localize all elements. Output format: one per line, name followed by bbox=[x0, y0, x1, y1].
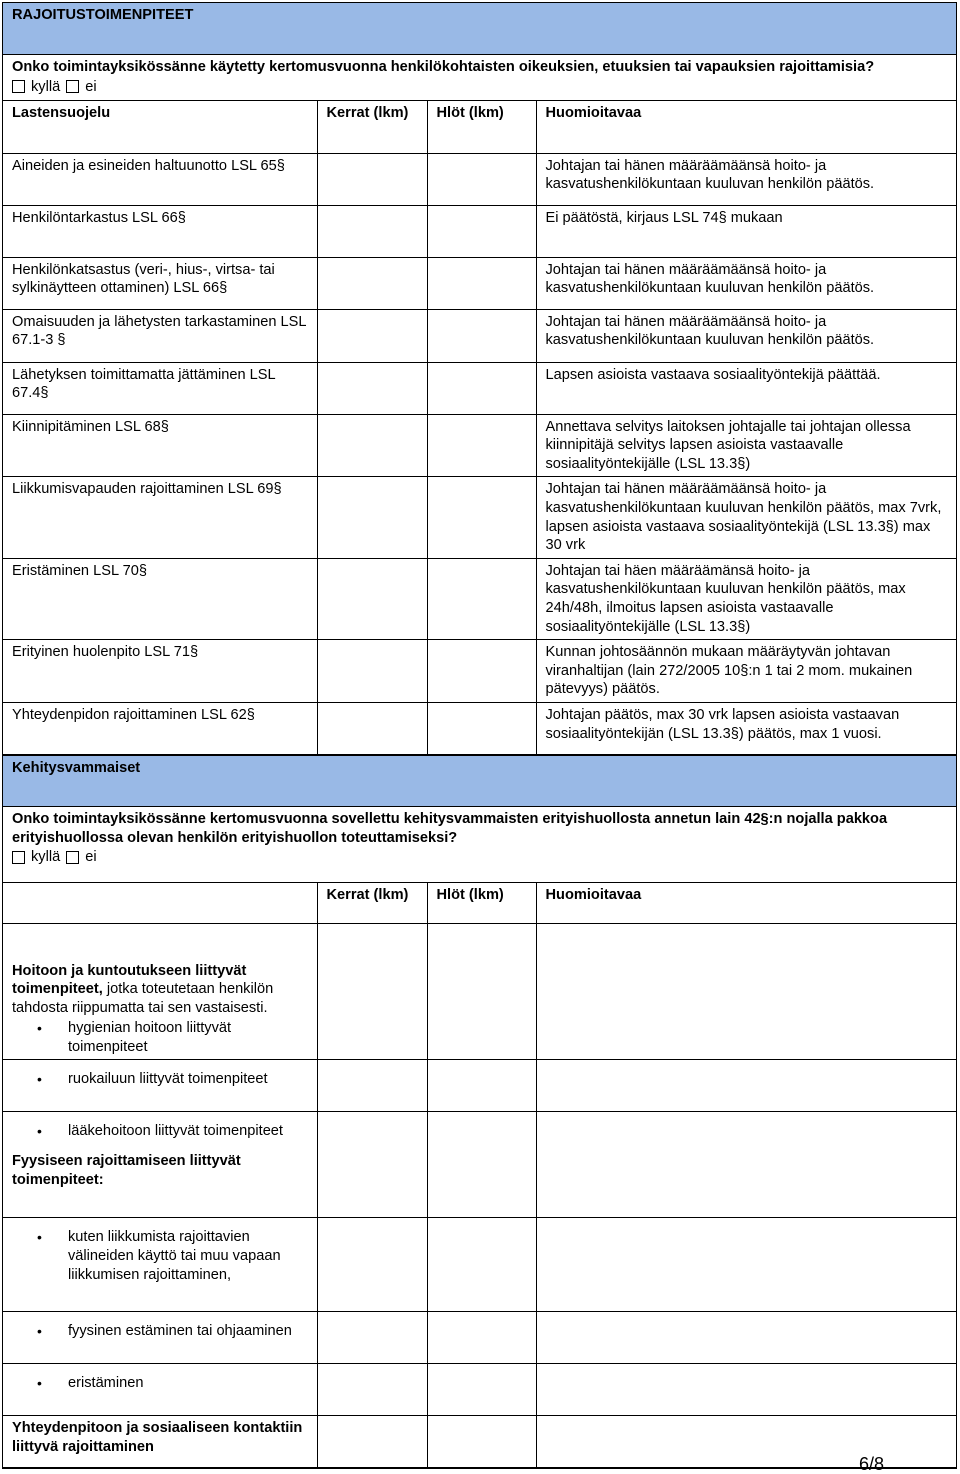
header-persons: Hlöt (lkm) bbox=[427, 883, 536, 923]
table-row: Lähetyksen toimittamatta jättäminen LSL 67.4§ Lapsen asioista vastaava sosiaalityöntekijä päättää. bbox=[3, 362, 956, 414]
table-row bbox=[3, 1312, 956, 1364]
persons-cell[interactable] bbox=[427, 153, 536, 205]
persons-cell[interactable] bbox=[427, 414, 536, 477]
persons-cell[interactable] bbox=[427, 1060, 536, 1112]
times-cell[interactable] bbox=[317, 1312, 427, 1364]
list-item: • eristäminen bbox=[68, 1374, 308, 1393]
times-cell[interactable] bbox=[317, 923, 427, 1060]
persons-cell[interactable] bbox=[427, 257, 536, 309]
notes-cell bbox=[536, 1112, 956, 1218]
table-row: Erityinen huolenpito LSL 71§ Kunnan johtosäännön mukaan määräytyvän johtavan viranhaltijan (lain 272/2005 10§:n 1 tai 2 mom. mukainen pätevyys) päätös. bbox=[3, 640, 956, 703]
disability-coercion-table bbox=[3, 883, 956, 1468]
persons-cell[interactable] bbox=[427, 205, 536, 257]
table-row: Yhteydenpidon rajoittaminen LSL 62§ Johtajan päätös, max 30 vrk lapsen asioista vastaavan sosiaalityöntekijän (LSL 13.3§) päätös, max 1 vuosi. bbox=[3, 703, 956, 755]
table-row: Kiinnipitäminen LSL 68§ Annettava selvitys laitoksen johtajalle tai johtajan ollessa kiinnipitäjä selvitys lapsen asioista vastaavalle sosiaalityöntekijälle (LSL 13.3§) bbox=[3, 414, 956, 477]
persons-cell[interactable] bbox=[427, 703, 536, 755]
list-item: • kuten liikkumista rajoittavien välineiden käyttö tai muu vapaan liikkumisen rajoittaminen, bbox=[68, 1228, 308, 1284]
notes-cell bbox=[536, 923, 956, 1060]
yes-label: kyllä bbox=[31, 78, 61, 95]
restrictions-form bbox=[2, 2, 957, 1469]
list-item: • lääkehoitoon liittyvät toimenpiteet bbox=[68, 1122, 308, 1141]
persons-cell[interactable] bbox=[427, 923, 536, 1060]
contact-restriction-heading: Yhteydenpitoon ja sosiaaliseen kontaktiin liittyvä rajoittaminen bbox=[3, 1416, 317, 1468]
header-times: Kerrat (lkm) bbox=[317, 101, 427, 153]
header-persons: Hlöt (lkm) bbox=[427, 101, 536, 153]
list-item: • fyysinen estäminen tai ohjaaminen bbox=[68, 1322, 308, 1341]
table-row bbox=[3, 1060, 956, 1112]
no-label: ei bbox=[85, 78, 97, 95]
no-checkbox[interactable] bbox=[66, 80, 79, 93]
child-welfare-table bbox=[3, 101, 956, 755]
table-row bbox=[3, 1218, 956, 1312]
persons-cell[interactable] bbox=[427, 1364, 536, 1416]
page-number: 6/8 bbox=[858, 1454, 884, 1474]
notes-cell bbox=[536, 1218, 956, 1312]
times-cell[interactable] bbox=[317, 1218, 427, 1312]
table-row bbox=[3, 923, 956, 1060]
persons-cell[interactable] bbox=[427, 477, 536, 558]
header-notes: Huomioitavaa bbox=[536, 883, 956, 923]
persons-cell[interactable] bbox=[427, 362, 536, 414]
times-cell[interactable] bbox=[317, 703, 427, 755]
notes-cell bbox=[536, 1416, 956, 1468]
table-row: Omaisuuden ja lähetysten tarkastaminen LSL 67.1-3 § Johtajan tai hänen määräämäänsä hoito- ja kasvatushenkilökuntaan kuuluvan henkilön päätös. bbox=[3, 309, 956, 362]
times-cell[interactable] bbox=[317, 1060, 427, 1112]
times-cell[interactable] bbox=[317, 558, 427, 639]
times-cell[interactable] bbox=[317, 414, 427, 477]
table-header-row bbox=[3, 883, 956, 923]
section-title-developmentally-disabled: Kehitysvammaiset bbox=[3, 755, 956, 807]
table-row bbox=[3, 1112, 956, 1218]
header-category: Lastensuojelu bbox=[3, 101, 317, 153]
notes-cell bbox=[536, 1312, 956, 1364]
table-row: Henkilöntarkastus LSL 66§ Ei päätöstä, kirjaus LSL 74§ mukaan bbox=[3, 205, 956, 257]
no-label: ei bbox=[85, 849, 97, 866]
times-cell[interactable] bbox=[317, 309, 427, 362]
persons-cell[interactable] bbox=[427, 309, 536, 362]
notes-cell bbox=[536, 1364, 956, 1416]
times-cell[interactable] bbox=[317, 1112, 427, 1218]
physical-restriction-heading: Fyysiseen rajoittamiseen liittyvät toimenpiteet: bbox=[12, 1153, 241, 1188]
times-cell[interactable] bbox=[317, 153, 427, 205]
notes-cell bbox=[536, 1060, 956, 1112]
table-row: Eristäminen LSL 70§ Johtajan tai häen määräämänsä hoito- ja kasvatushenkilökuntaan kuuluvan henkilön päätös, max 24h/48h, ilmoitus lapsen asioista vastaavalle sosiaalityöntekijälle (LSL 13.3§) bbox=[3, 558, 956, 639]
yes-checkbox[interactable] bbox=[12, 80, 25, 93]
section-title-restrictions: RAJOITUSTOIMENPITEET bbox=[3, 3, 956, 55]
times-cell[interactable] bbox=[317, 1416, 427, 1468]
header-notes: Huomioitavaa bbox=[536, 101, 956, 153]
table-row: Aineiden ja esineiden haltuunotto LSL 65§ Johtajan tai hänen määräämäänsä hoito- ja kasvatushenkilökuntaan kuuluvan henkilön päätös. bbox=[3, 153, 956, 205]
table-row: Henkilönkatsastus (veri-, hius-, virtsa- tai sylkinäytteen ottaminen) LSL 66§ Johtajan tai hänen määräämäänsä hoito- ja kasvatushenkilökuntaan kuuluvan henkilön päätös. bbox=[3, 257, 956, 309]
yes-checkbox[interactable] bbox=[12, 851, 25, 864]
times-cell[interactable] bbox=[317, 257, 427, 309]
table-row bbox=[3, 1416, 956, 1468]
persons-cell[interactable] bbox=[427, 1112, 536, 1218]
persons-cell[interactable] bbox=[427, 1218, 536, 1312]
question-coercion-applied: Onko toimintayksikössänne kertomusvuonna sovellettu kehitysvammaisten erityishuollosta annetun lain 42§:n nojalla pakkoa erityishuollossa olevan henkilön erityishuollon toteuttamiseksi? kyllä ei bbox=[3, 807, 956, 883]
table-header-row bbox=[3, 101, 956, 153]
times-cell[interactable] bbox=[317, 205, 427, 257]
table-row: Liikkumisvapauden rajoittaminen LSL 69§ Johtajan tai hänen määräämäänsä hoito- ja kasvatushenkilökuntaan kuuluvan henkilön päätös, max 7vrk, lapsen asioista vastaava sosiaalityöntekijä (LSL 13.3§) max 30 vrk bbox=[3, 477, 956, 558]
care-heading: Hoitoon ja kuntoutukseen liittyvät toimenpiteet, jotka toteutetaan henkilön tahdosta riippumatta tai sen vastaisesti. bbox=[12, 962, 274, 1016]
times-cell[interactable] bbox=[317, 1364, 427, 1416]
question-restrictions-used: Onko toimintayksikössänne käytetty kertomusvuonna henkilökohtaisten oikeuksien, etuuksien tai vapauksien rajoittamisia? kyllä ei bbox=[3, 55, 956, 101]
persons-cell[interactable] bbox=[427, 640, 536, 703]
list-item: • hygienian hoitoon liittyvät toimenpiteet bbox=[68, 1019, 308, 1056]
persons-cell[interactable] bbox=[427, 1312, 536, 1364]
header-times: Kerrat (lkm) bbox=[317, 883, 427, 923]
times-cell[interactable] bbox=[317, 362, 427, 414]
times-cell[interactable] bbox=[317, 477, 427, 558]
table-row bbox=[3, 1364, 956, 1416]
persons-cell[interactable] bbox=[427, 1416, 536, 1468]
times-cell[interactable] bbox=[317, 640, 427, 703]
yes-label: kyllä bbox=[31, 849, 61, 866]
list-item: • ruokailuun liittyvät toimenpiteet bbox=[68, 1070, 308, 1089]
no-checkbox[interactable] bbox=[66, 851, 79, 864]
persons-cell[interactable] bbox=[427, 558, 536, 639]
